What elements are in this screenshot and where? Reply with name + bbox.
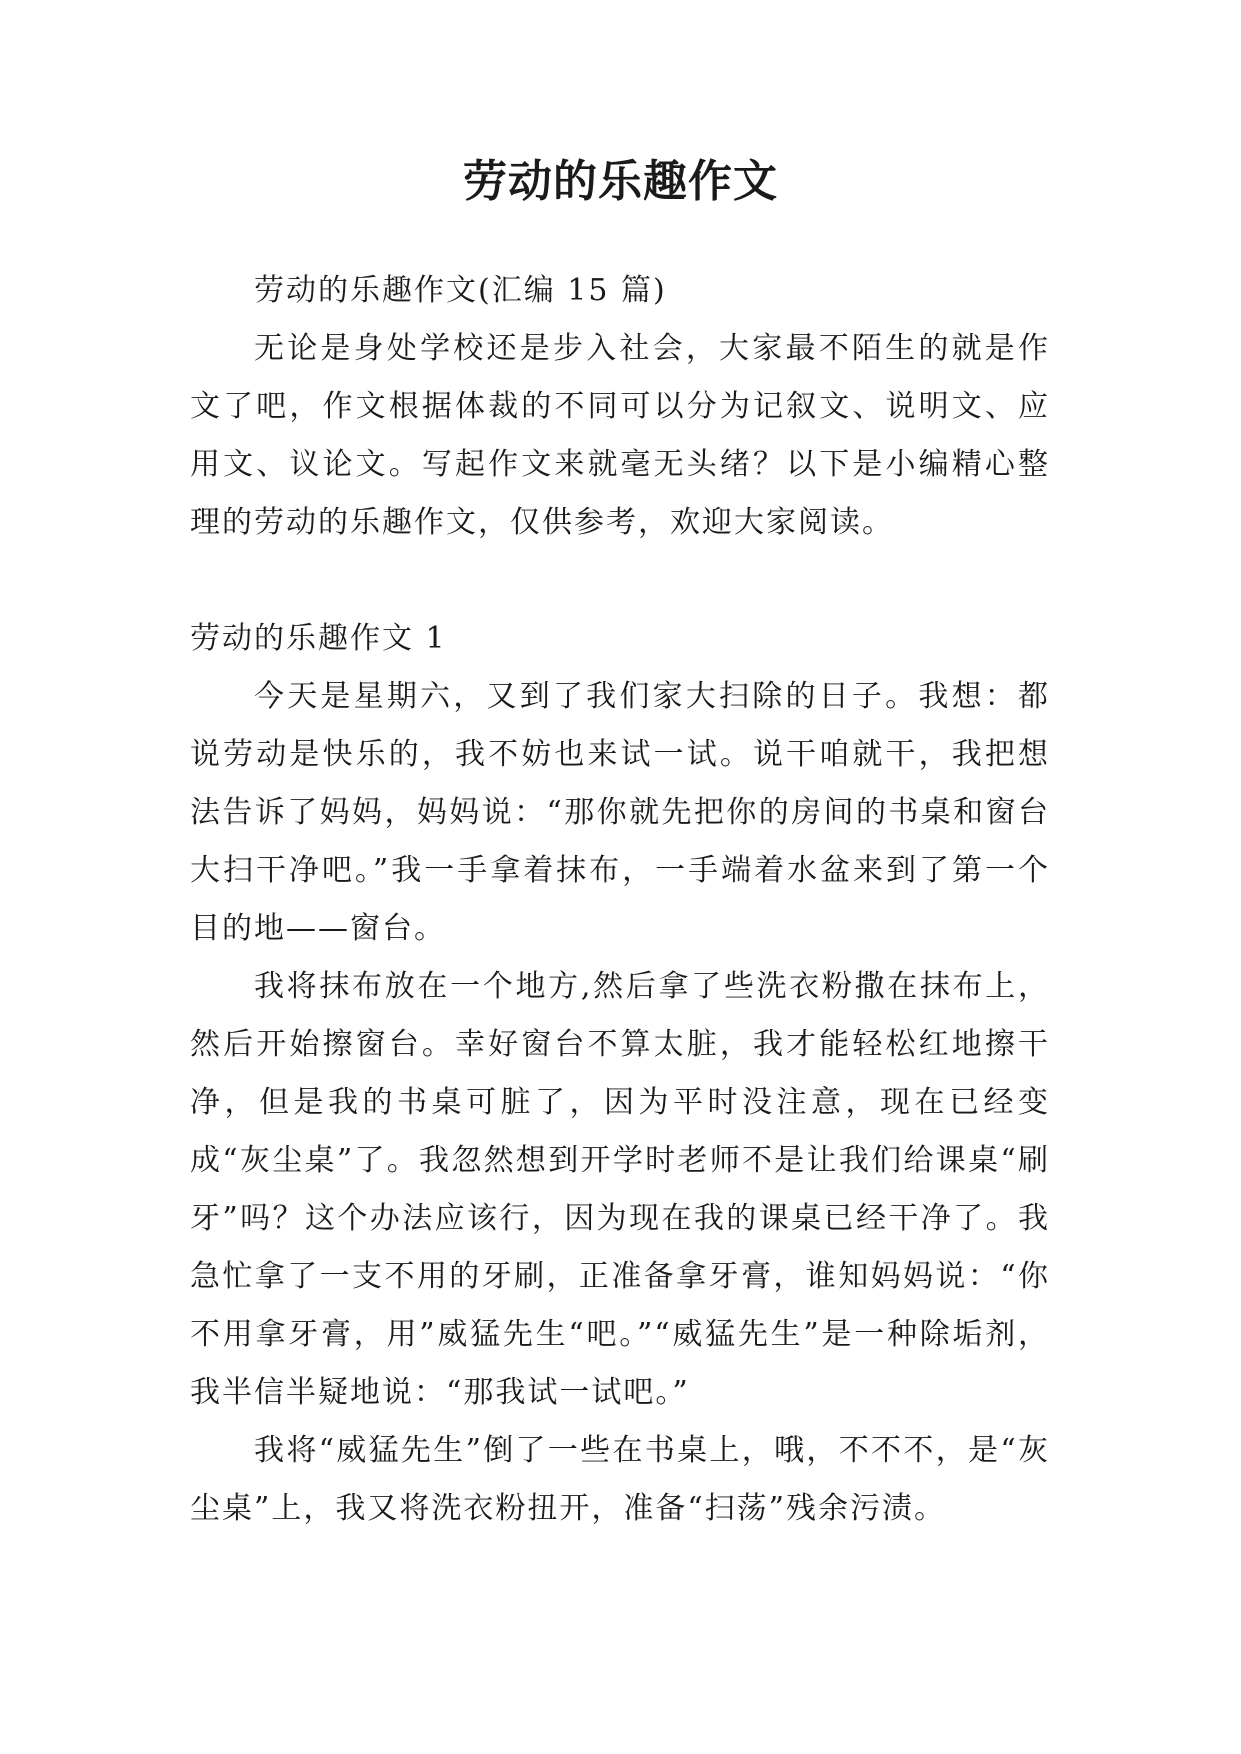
body-paragraph: 我将抹布放在一个地方,然后拿了些洗衣粉撒在抹布上，然后开始擦窗台。幸好窗台不算太脏，我才能轻松红地擦干净，但是我的书桌可脏了，因为平时没注意，现在已经变成“灰尘桌”了。我忽然想到开学时老师不是让我们给课桌“刷牙”吗？这个办法应该行，因为现在我的课桌已经干净了。我急忙拿了一支不用的牙刷，正准备拿牙膏，谁知妈妈说：“你不用拿牙膏，用”威猛先生“吧。”“威猛先生”是一种除垢剂，我半信半疑地说：“那我试一试吧。”	[190, 969, 1050, 1410]
body-paragraph: 我将“威猛先生”倒了一些在书桌上，哦，不不不，是“灰尘桌”上，我又将洗衣粉扭开，准备“扫荡”残余污渍。	[190, 1433, 1050, 1526]
body-paragraph: 今天是星期六，又到了我们家大扫除的日子。我想：都说劳动是快乐的，我不妨也来试一试。说干咱就干，我把想法告诉了妈妈，妈妈说：“那你就先把你的房间的书桌和窗台大扫干净吧。”我一手拿着抹布，一手端着水盆来到了第一个目的地——窗台。	[190, 679, 1050, 946]
section-heading: 劳动的乐趣作文 1	[190, 621, 447, 656]
document-subtitle: 劳动的乐趣作文(汇编 15 篇)	[254, 273, 667, 308]
document-title: 劳动的乐趣作文	[463, 156, 778, 207]
spacer	[190, 552, 1050, 610]
intro-paragraph: 无论是身处学校还是步入社会，大家最不陌生的就是作文了吧，作文根据体裁的不同可以分为记叙文、说明文、应用文、议论文。写起作文来就毫无头绪？以下是小编精心整理的劳动的乐趣作文，仅供参考，欢迎大家阅读。	[190, 331, 1050, 540]
document-body	[190, 262, 1050, 1538]
